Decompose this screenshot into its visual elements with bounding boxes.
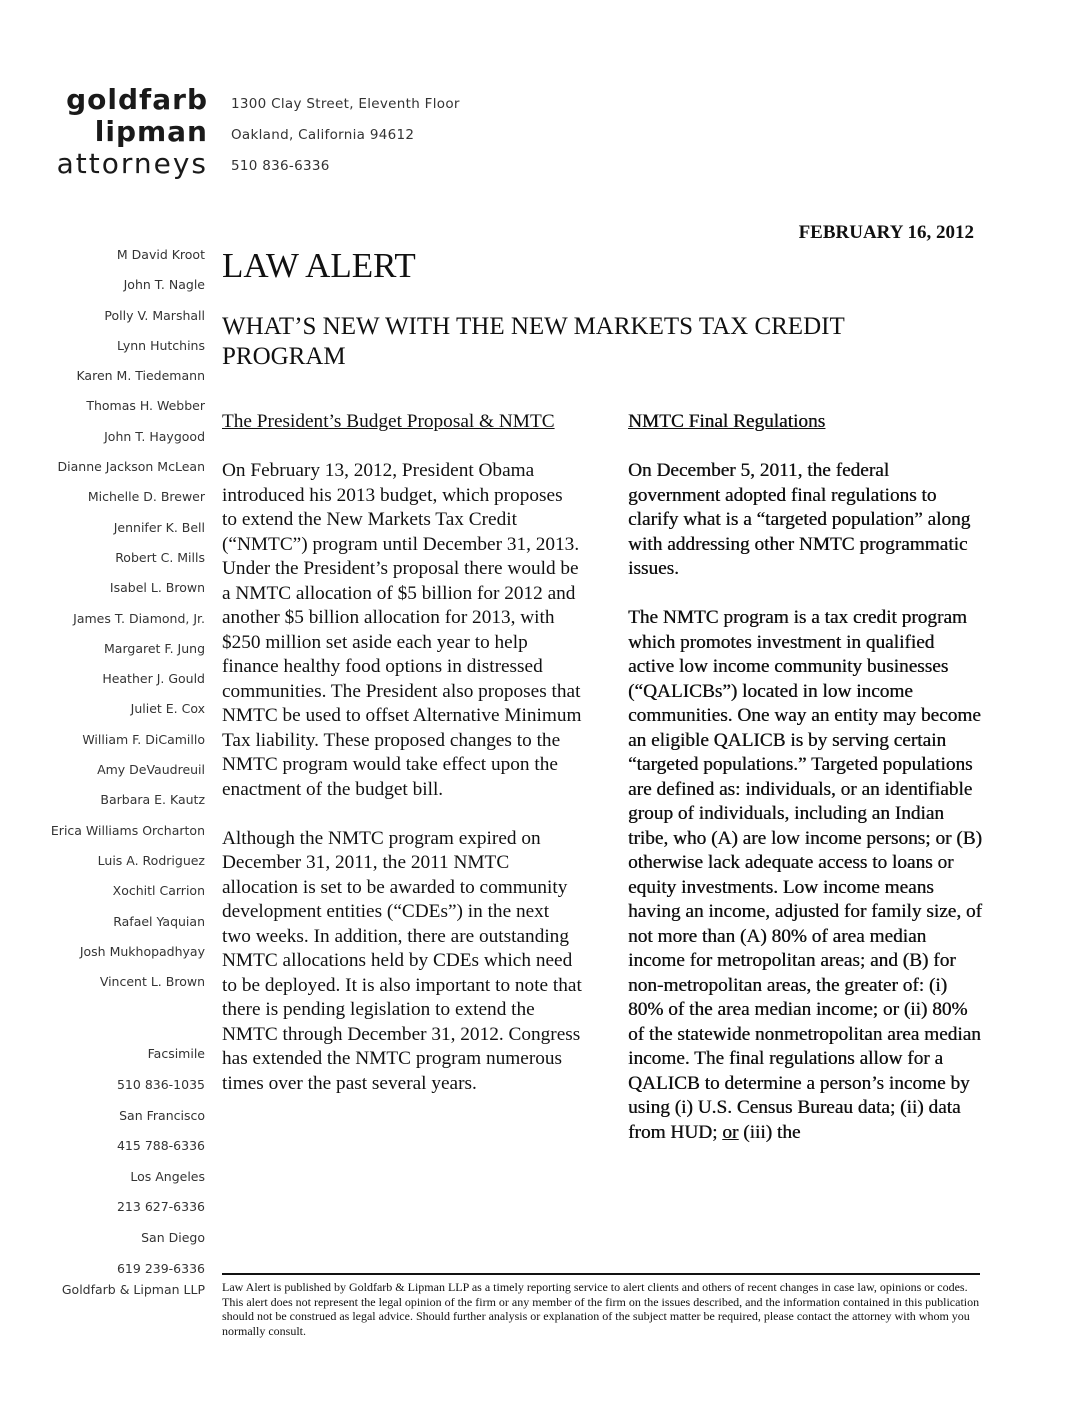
paragraph-text: The NMTC program is a tax credit program which promotes investment in qualified active low income community businesses (“QALICBs”) located in low income communities. One way an entity may become an eligible QALICB is by serving certain “targeted populations.” Targeted populations are defined as: individuals, or an identifiable group of individuals, including an Indian tribe, who (A) are low income persons; or (B) otherwise lack adequate access to loans or equity investments. Low income means having an income, adjusted for family size, of not more than (A) 80% of area median income for metropolitan areas; and (B) for non-metropolitan areas, the greater of: (i) 80% of the area median income; or (ii) 80% of the statewide nonmetropolitan area median income. The final regulations allow for a QALICB to determine a person’s income by using (i) U.S. Census Bureau data; (ii) data from HUD; [628,607,982,1143]
attorney-name: John T. Nagle [123,277,205,293]
attorney-name: Amy DeVaudreuil [97,762,205,778]
attorney-name: Erica Williams Orcharton [50,822,205,838]
logo-line-lipman: lipman [94,115,208,148]
attorney-name: Xochitl Carrion [112,883,205,899]
attorney-name: M David Kroot [116,247,205,262]
attorney-name: Rafael Yaquian [113,913,205,929]
attorney-name: James T. Diamond, Jr. [73,610,205,626]
paragraph: Although the NMTC program expired on December 31, 2011, the 2011 NMTC allocation is set to be awarded to community development entities (“CDEs”) in the next two weeks. In addition, there are outstanding NMTC allocations held by CDEs which need to be deployed. It is also important to note that there is pending legislation to extend the NMTC through December 31, 2012. Congress has extended the NMTC program numerous times over the past several years. [222,827,582,1094]
contact-phone-los-angeles: 213 627-6336 [116,1199,205,1215]
document-kicker: LAW ALERT [222,246,416,285]
attorney-name: William F. DiCamillo [82,731,205,747]
footer-disclaimer: Law Alert is published by Goldfarb & Lipman LLP as a timely reporting service to alert clients and others of recent changes in case law, opinions or codes. This alert does not represent the legal opinion of the firm or any member of the firm on the issues described, and the information contained in this publication should not be construed as legal advice. Should further analysis or explanation of the subject matter be required, please contact the attorney with whom you normally consult. [222,1280,980,1338]
attorney-name: John T. Haygood [104,428,205,444]
firm-logo [40,84,208,180]
contact-phone-facsimile: 510 836-1035 [116,1077,205,1093]
section-title-final-regulations: NMTC Final Regulations [628,411,826,432]
attorney-list [20,245,205,1002]
section-title-budget-proposal: The President’s Budget Proposal & NMTC [222,411,555,432]
contact-label-san-diego: San Diego [141,1229,205,1245]
attorney-name: Dianne Jackson McLean [57,459,205,475]
attorney-name: Michelle D. Brewer [87,489,205,505]
contact-label-los-angeles: Los Angeles [130,1168,205,1184]
attorney-name: Robert C. Mills [115,549,205,565]
attorney-name: Isabel L. Brown [109,580,205,596]
right-column [628,410,983,1145]
attorney-name: Thomas H. Webber [86,398,205,414]
attorney-name: Barbara E. Kautz [100,792,205,808]
paragraph: On December 5, 2011, the federal government adopted final regulations to clarify what is a “targeted population” along with addressing other NMTC programmatic issues. [628,460,971,579]
logo-line-attorneys: attorneys [56,147,208,180]
paragraph [628,606,983,1145]
attorney-name: Margaret F. Jung [104,640,205,656]
office-contacts [20,1044,205,1289]
document-headline: WHAT’S NEW WITH THE NEW MARKETS TAX CREDIT PROGRAM [222,313,845,370]
contact-label-san-francisco: San Francisco [119,1107,205,1123]
left-column [222,410,582,1096]
contact-phone-san-diego: 619 239-6336 [116,1260,205,1276]
paragraph: On February 13, 2012, President Obama introduced his 2013 budget, which proposes to extend the New Markets Tax Credit (“NMTC”) program until December 31, 2013. Under the President’s proposal there would be a NMTC allocation of $5 billion for 2012 and another $5 billion allocation for 2013, with $250 million set aside each year to help finance healthy food options in distressed communities. The President also proposes that NMTC be used to offset Alternative Minimum Tax liability. These proposed changes to the NMTC program would take effect upon the enactment of the budget bill. [222,460,582,800]
underlined-word: or [722,1121,739,1143]
address-phone: 510 836-6336 [231,158,330,174]
firm-address [231,94,460,187]
attorney-name: Karen M. Tiedemann [76,368,205,384]
attorney-name: Jennifer K. Bell [113,519,205,535]
contact-phone-san-francisco: 415 788-6336 [116,1138,205,1154]
footer-divider [222,1273,980,1275]
paragraph-trailing-text: (iii) the [738,1121,801,1143]
address-street: 1300 Clay Street, Eleventh Floor [231,96,460,112]
attorney-name: Heather J. Gould [102,671,205,687]
firm-name-footer: Goldfarb & Lipman LLP [61,1282,205,1297]
attorney-name: Vincent L. Brown [99,974,205,990]
attorney-sidebar [20,245,205,1289]
address-city: Oakland, California 94612 [231,127,415,143]
attorney-name: Polly V. Marshall [104,307,205,323]
publication-date: FEBRUARY 16, 2012 [798,222,974,243]
logo-line-goldfarb: goldfarb [66,83,208,116]
attorney-name: Luis A. Rodriguez [97,852,205,868]
contact-label-facsimile: Facsimile [147,1046,205,1062]
attorney-name: Lynn Hutchins [117,337,205,353]
attorney-name: Josh Mukhopadhyay [79,943,205,959]
attorney-name: Juliet E. Cox [130,701,205,717]
